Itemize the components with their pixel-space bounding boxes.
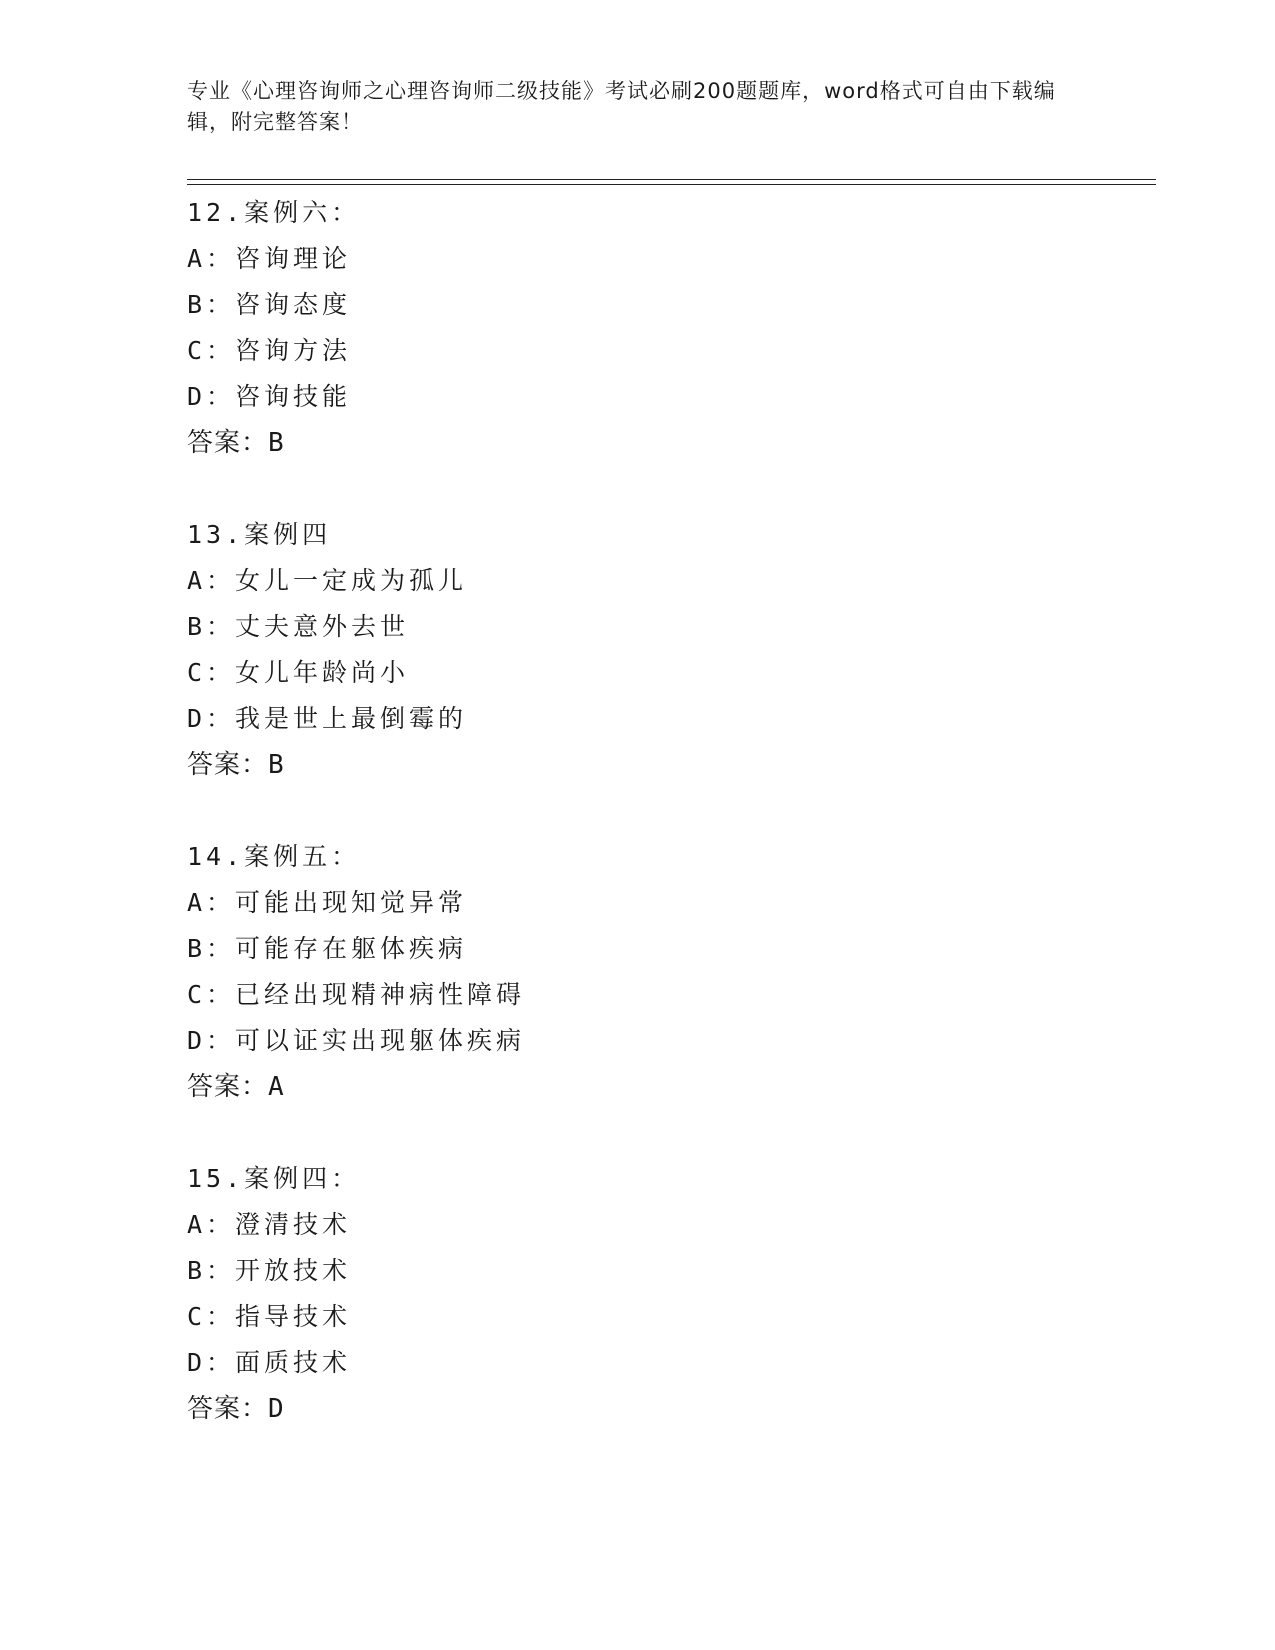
- option-a: A：女儿一定成为孤儿: [187, 566, 468, 595]
- answer-label: 答案：: [187, 1072, 269, 1102]
- answer-line: [187, 1064, 1147, 1110]
- option-b: B：可能存在躯体疾病: [187, 934, 468, 963]
- answer-label: 答案：: [187, 1394, 269, 1424]
- option-c: C：咨询方法: [187, 336, 352, 365]
- answer-value: A: [268, 1072, 284, 1102]
- option-a: A：咨询理论: [187, 244, 352, 273]
- option-d: D：我是世上最倒霉的: [187, 704, 468, 733]
- question-13: [187, 512, 1147, 788]
- answer-line: [187, 1386, 1147, 1432]
- answer-value: B: [268, 428, 284, 458]
- answer-label: 答案：: [187, 750, 269, 780]
- question-12: [187, 190, 1147, 466]
- question-title: 12.案例六：: [187, 198, 361, 227]
- answer-line: [187, 420, 1147, 466]
- question-title: 14.案例五：: [187, 842, 361, 871]
- option-a: A：澄清技术: [187, 1210, 352, 1239]
- answer-line: [187, 742, 1147, 788]
- option-d: D：可以证实出现躯体疾病: [187, 1026, 526, 1055]
- option-b: B：咨询态度: [187, 290, 352, 319]
- question-title: 15.案例四：: [187, 1164, 361, 1193]
- option-c: C：已经出现精神病性障碍: [187, 980, 526, 1009]
- option-c: C：指导技术: [187, 1302, 352, 1331]
- question-14: [187, 834, 1147, 1110]
- question-15: [187, 1156, 1147, 1432]
- document-header: 专业《心理咨询师之心理咨询师二级技能》考试必刷200题题库，word格式可自由下载编辑，附完整答案！: [187, 79, 1056, 134]
- option-b: B：丈夫意外去世: [187, 612, 410, 641]
- header-divider: [187, 179, 1156, 185]
- question-list: [187, 190, 1147, 1432]
- answer-value: D: [268, 1394, 284, 1424]
- option-d: D：咨询技能: [187, 382, 352, 411]
- question-title: 13.案例四: [187, 520, 332, 549]
- option-d: D：面质技术: [187, 1348, 352, 1377]
- option-c: C：女儿年龄尚小: [187, 658, 410, 687]
- answer-value: B: [268, 750, 284, 780]
- option-b: B：开放技术: [187, 1256, 352, 1285]
- option-a: A：可能出现知觉异常: [187, 888, 468, 917]
- answer-label: 答案：: [187, 428, 269, 458]
